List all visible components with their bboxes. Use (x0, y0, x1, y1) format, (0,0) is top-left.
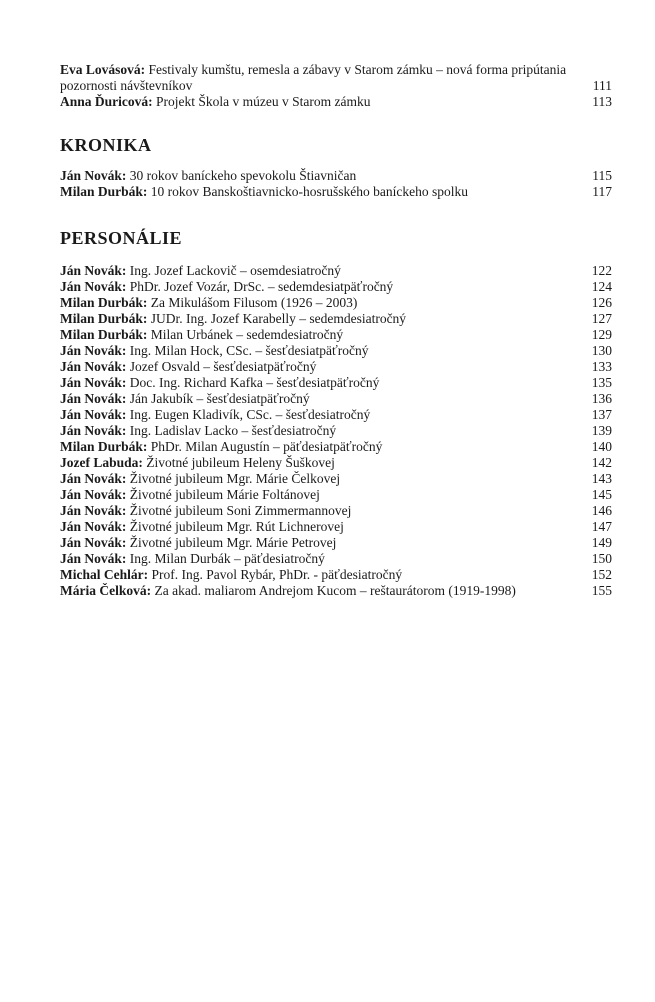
entry-author: Ján Novák: (60, 279, 127, 294)
entry-title: 10 rokov Banskoštiavnicko-hosrušského baníckeho spolku (150, 184, 468, 199)
entry-page-number: 122 (591, 263, 612, 278)
toc-entry (60, 391, 612, 407)
toc-entry (60, 343, 612, 359)
toc-entry (60, 279, 612, 295)
entry-title: Ján Jakubík – šesťdesiatpäťročný (129, 391, 310, 406)
entry-title: Za Mikulášom Filusom (1926 – 2003) (150, 295, 358, 310)
entry-page-number: 129 (591, 327, 612, 342)
entry-author: Ján Novák: (60, 391, 127, 406)
entry-page-number: 142 (591, 455, 612, 470)
entry-page-number: 130 (591, 343, 612, 358)
entry-author: Anna Ďuricová: (60, 94, 153, 109)
entry-author: Michal Cehlár: (60, 567, 149, 582)
entry-author: Ján Novák: (60, 263, 127, 278)
entry-title: Prof. Ing. Pavol Rybár, PhDr. - päťdesiatročný (151, 567, 403, 582)
entry-author: Ján Novák: (60, 359, 127, 374)
entry-title: Životné jubileum Soni Zimmermannovej (129, 503, 352, 518)
entry-author: Ján Novák: (60, 407, 127, 422)
entry-page-number: 113 (592, 94, 612, 109)
toc-entry (60, 455, 612, 471)
toc-entry (60, 375, 612, 391)
entry-author: Ján Novák: (60, 487, 127, 502)
entry-page-number: 149 (591, 535, 612, 550)
toc-entry (60, 168, 612, 184)
toc-entry (60, 519, 612, 535)
entry-page-number: 135 (591, 375, 612, 390)
entry-author: Mária Čelková: (60, 583, 152, 598)
toc-entry (60, 184, 612, 200)
entry-title: Doc. Ing. Richard Kafka – šesťdesiatpäťročný (129, 375, 380, 390)
toc-entry (60, 471, 612, 487)
entry-title: Za akad. maliarom Andrejom Kucom – reštaurátorom (1919-1998) (154, 583, 516, 598)
section-heading-kronika: KRONIKA (60, 135, 152, 155)
entry-title: Životné jubileum Márie Foltánovej (129, 487, 320, 502)
entry-author: Ján Novák: (60, 375, 127, 390)
entry-page-number: 152 (591, 567, 612, 582)
entry-page-number: 140 (591, 439, 612, 454)
entry-author: Ján Novák: (60, 168, 127, 183)
toc-entry (60, 487, 612, 503)
entry-author: Jozef Labuda: (60, 455, 143, 470)
entry-page-number: 146 (591, 503, 612, 518)
toc-entry (60, 551, 612, 567)
entry-author: Ján Novák: (60, 423, 127, 438)
entry-title: Ing. Milan Durbák – päťdesiatročný (129, 551, 325, 566)
entry-page-number: 139 (591, 423, 612, 438)
entry-author: Ján Novák: (60, 551, 127, 566)
entry-page-number: 137 (591, 407, 612, 422)
toc-entry (60, 94, 612, 110)
entry-title: Životné jubileum Mgr. Márie Čelkovej (129, 471, 341, 486)
toc-entry (60, 423, 612, 439)
entry-author: Ján Novák: (60, 471, 127, 486)
entry-title: PhDr. Jozef Vozár, DrSc. – sedemdesiatpäťročný (129, 279, 394, 294)
entry-title: Životné jubileum Heleny Šuškovej (146, 455, 335, 470)
entry-title: Životné jubileum Mgr. Rút Lichnerovej (129, 519, 344, 534)
entry-title: Ing. Milan Hock, CSc. – šesťdesiatpäťročný (129, 343, 369, 358)
entry-page-number: 111 (592, 78, 612, 93)
entry-title: Ing. Jozef Lackovič – osemdesiatročný (129, 263, 341, 278)
entry-page-number: 133 (591, 359, 612, 374)
entry-author: Milan Durbák: (60, 295, 148, 310)
entry-page-number: 155 (591, 583, 612, 598)
entry-page-number: 124 (591, 279, 612, 294)
table-of-contents (60, 62, 612, 599)
toc-entry (60, 62, 612, 94)
toc-entry (60, 263, 612, 279)
section-heading-personalie: PERSONÁLIE (60, 228, 183, 248)
entry-author: Ján Novák: (60, 519, 127, 534)
entry-title: 30 rokov baníckeho spevokolu Štiavničan (129, 168, 357, 183)
entry-page-number: 136 (591, 391, 612, 406)
intro-entries (60, 62, 612, 110)
entry-title: Ing. Eugen Kladivík, CSc. – šesťdesiatročný (129, 407, 371, 422)
entry-author: Ján Novák: (60, 343, 127, 358)
toc-entry (60, 535, 612, 551)
entry-author: Milan Durbák: (60, 311, 148, 326)
entry-page-number: 150 (591, 551, 612, 566)
entry-author: Eva Lovásová: (60, 62, 146, 77)
toc-entry (60, 311, 612, 327)
toc-entry (60, 359, 612, 375)
entry-author: Ján Novák: (60, 503, 127, 518)
toc-entry (60, 295, 612, 311)
entry-author: Milan Durbák: (60, 184, 148, 199)
entry-title: Milan Urbánek – sedemdesiatročný (150, 327, 344, 342)
entry-title: Životné jubileum Mgr. Márie Petrovej (129, 535, 337, 550)
entry-title: Projekt Škola v múzeu v Starom zámku (156, 94, 371, 109)
entry-page-number: 126 (591, 295, 612, 310)
section-personalie-entries (60, 263, 612, 599)
toc-entry (60, 583, 612, 599)
entry-page-number: 117 (592, 184, 612, 199)
entry-page-number: 145 (591, 487, 612, 502)
entry-author: Milan Durbák: (60, 439, 148, 454)
toc-entry (60, 503, 612, 519)
entry-author: Ján Novák: (60, 535, 127, 550)
entry-title: Jozef Osvald – šesťdesiatpäťročný (129, 359, 317, 374)
entry-page-number: 127 (591, 311, 612, 326)
entry-title: JUDr. Ing. Jozef Karabelly – sedemdesiatročný (150, 311, 407, 326)
entry-page-number: 115 (592, 168, 612, 183)
entry-title: PhDr. Milan Augustín – päťdesiatpäťročný (150, 439, 383, 454)
entry-title: Festivaly kumštu, remesla a zábavy v Starom zámku – nová forma pripútania pozornosti návštevníkov (60, 62, 567, 93)
toc-entry (60, 567, 612, 583)
section-kronika-entries (60, 168, 612, 200)
entry-author: Milan Durbák: (60, 327, 148, 342)
entry-page-number: 147 (591, 519, 612, 534)
toc-entry (60, 439, 612, 455)
entry-page-number: 143 (591, 471, 612, 486)
entry-title: Ing. Ladislav Lacko – šesťdesiatročný (129, 423, 337, 438)
toc-entry (60, 407, 612, 423)
toc-entry (60, 327, 612, 343)
